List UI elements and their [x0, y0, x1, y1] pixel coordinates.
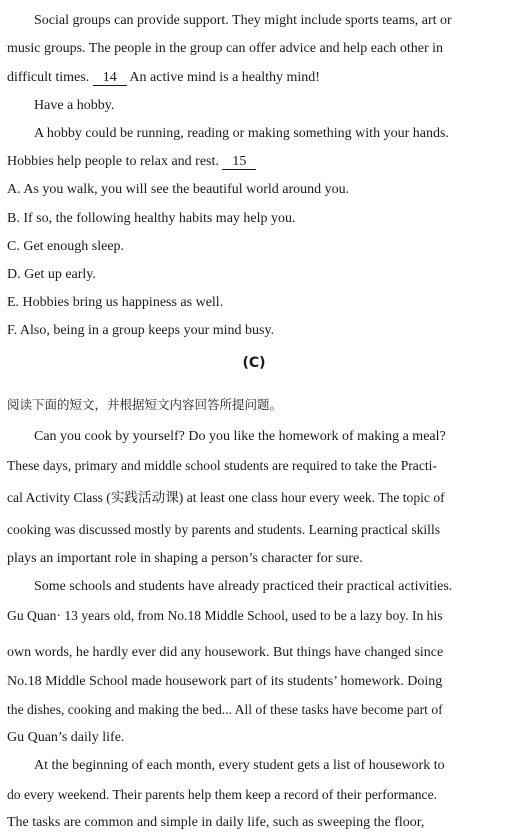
passage-line: own words, he hardly ever did any housework. But things have changed since [7, 645, 444, 660]
passage-line: plays an important role in shaping a person’s character for sure. [7, 551, 363, 566]
blank-15: 15 [222, 155, 256, 170]
passage-line: Some schools and students have already practiced their practical activities. [34, 579, 453, 594]
passage-text: difficult times. [7, 70, 90, 85]
passage-line: At the beginning of each month, every student gets a list of housework to [34, 758, 445, 773]
passage-text: Hobbies help people to relax and rest. [7, 154, 219, 169]
blank-14: 14 [93, 71, 127, 86]
passage-line: Can you cook by yourself? Do you like the homework of making a meal? [34, 429, 446, 444]
passage-line: Social groups can provide support. They might include sports teams, art or [34, 13, 452, 28]
passage-text: An active mind is a healthy mind! [129, 70, 320, 85]
passage-line: cooking was discussed mostly by parents and students. Learning practical skills [7, 522, 441, 537]
option-e: E. Hobbies bring us happiness as well. [7, 295, 224, 310]
passage-line: No.18 Middle School made housework part of its students’ homework. Doing [7, 674, 443, 689]
section-heading-hobby: Have a hobby. [34, 98, 115, 113]
section-label-c: (C) [242, 355, 266, 371]
passage-line: Gu Quan· 13 years old, from No.18 Middle School, used to be a lazy boy. In his [7, 608, 443, 623]
option-c: C. Get enough sleep. [7, 239, 125, 254]
passage-line: Gu Quan’s daily life. [7, 730, 125, 745]
passage-line: do every weekend. Their parents help them keep a record of their performance. [7, 787, 438, 802]
passage-line: music groups. The people in the group can offer advice and help each other in [7, 41, 444, 56]
option-b: B. If so, the following healthy habits may help you. [7, 211, 296, 226]
passage-line: cal Activity Class (实践活动课) at least one class hour every week. The topic of [7, 490, 445, 505]
option-d: D. Get up early. [7, 267, 96, 282]
passage-line: These days, primary and middle school students are required to take the Practi- [7, 458, 437, 473]
passage-line: the dishes, cooking and making the bed... All of these tasks have become part of [7, 702, 443, 717]
passage-line [7, 153, 256, 171]
passage-line: A hobby could be running, reading or making something with your hands. [34, 126, 449, 141]
instruction-text: 阅读下面的短文，并根据短文内容回答所提问题。 [7, 397, 283, 412]
passage-line [7, 69, 320, 87]
option-f: F. Also, being in a group keeps your mind busy. [7, 323, 275, 338]
passage-line: The tasks are common and simple in daily life, such as sweeping the floor, [7, 815, 425, 830]
option-a: A. As you walk, you will see the beautiful world around you. [7, 182, 350, 197]
